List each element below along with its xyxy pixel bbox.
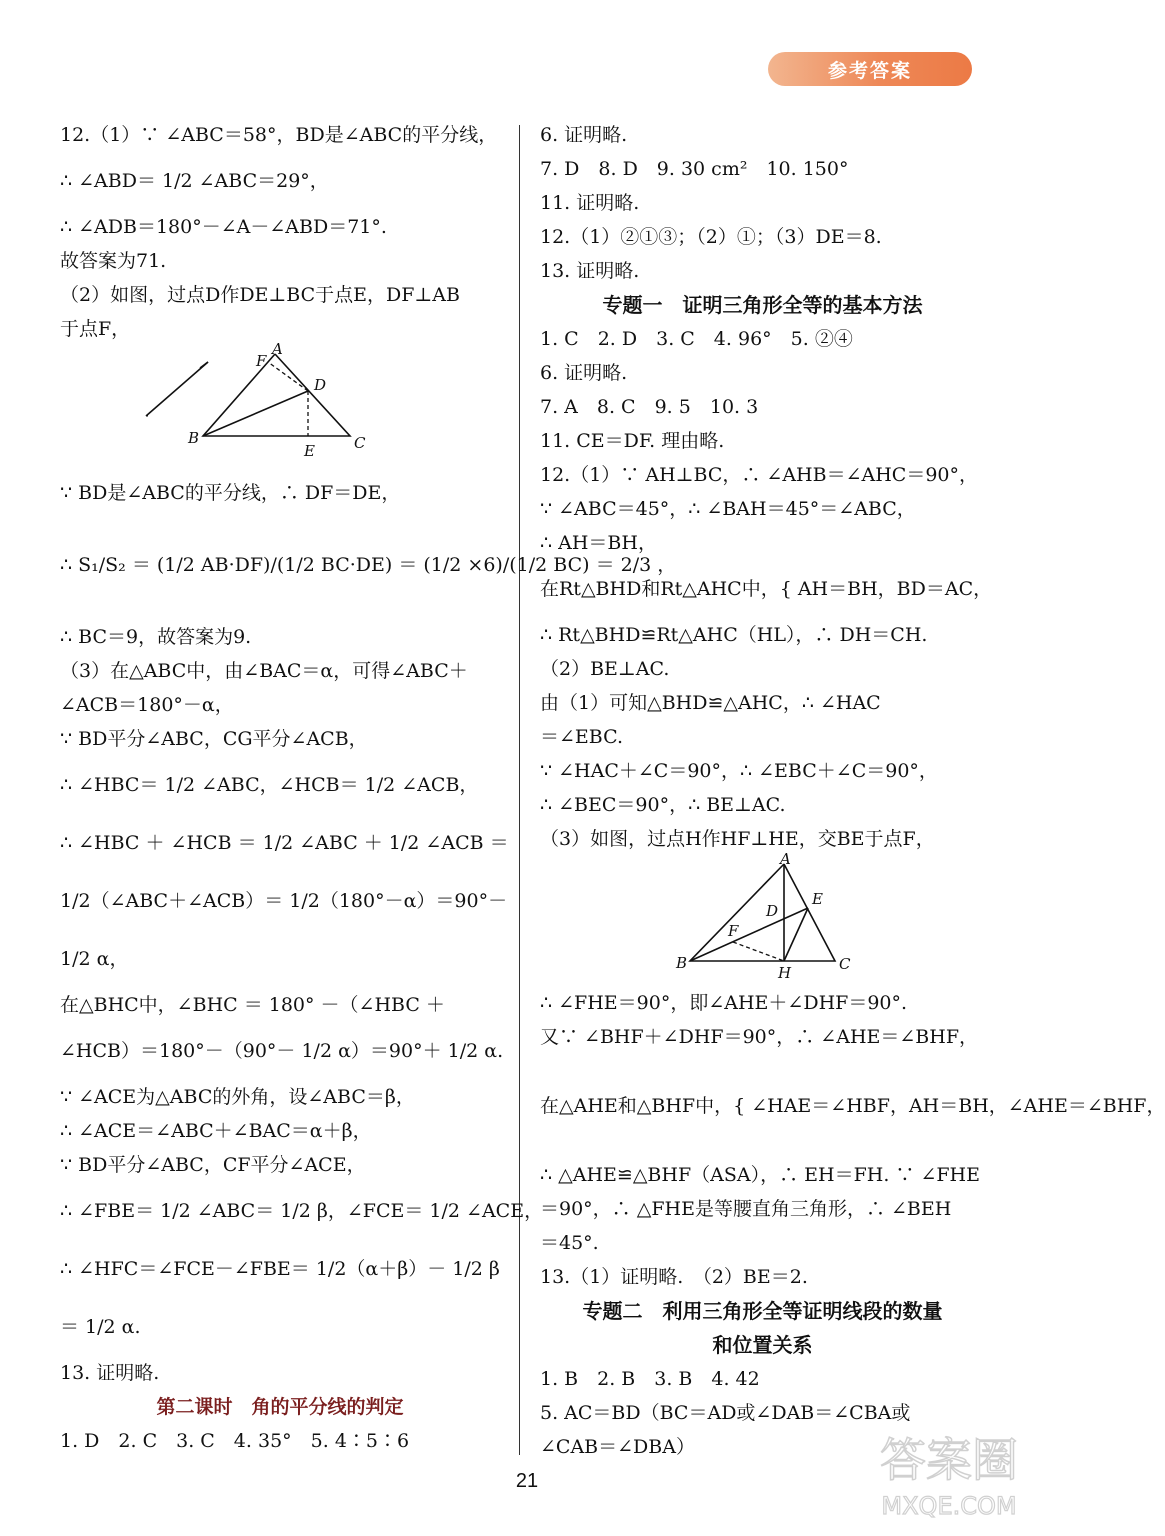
label-e: E bbox=[812, 890, 823, 908]
section-heading: 专题二 利用三角形全等证明线段的数量 bbox=[582, 1299, 943, 1323]
text-line: 11. CE＝DF. 理由略. bbox=[540, 430, 725, 452]
text-line: 1. D 2. C 3. C 4. 35° 5. 4∶5∶6 bbox=[60, 1430, 410, 1452]
label-a: A bbox=[780, 850, 791, 868]
text-line: ∴ ∠ACE＝∠ABC＋∠BAC＝α＋β， bbox=[60, 1120, 372, 1142]
text-line: 6. 证明略. bbox=[540, 124, 628, 146]
watermark-text: 答案圈 bbox=[880, 1433, 1018, 1487]
text-line: ＝90°，∴ △FHE是等腰直角三角形，∴ ∠BEH bbox=[540, 1198, 952, 1220]
figure-triangle-abc-2 bbox=[540, 850, 985, 986]
text-line: 故答案为71. bbox=[60, 250, 167, 272]
section-heading: 专题一 证明三角形全等的基本方法 bbox=[602, 293, 923, 317]
text-line: ∴ BC＝9，故答案为9. bbox=[60, 626, 252, 648]
text-line: ∵ ∠HAC＋∠C＝90°，∴ ∠EBC＋∠C＝90°， bbox=[540, 760, 938, 782]
text-line: 在△AHE和△BHF中，{ ∠HAE＝∠HBF，AH＝BH，∠AHE＝∠BHF， bbox=[540, 1095, 1165, 1117]
text-line: ∴ ∠BEC＝90°，∴ BE⊥AC. bbox=[540, 794, 786, 816]
triangle-abc-outline bbox=[203, 354, 350, 436]
segment-df bbox=[268, 362, 308, 391]
label-d: D bbox=[766, 902, 779, 920]
text-line: ∠CAB＝∠DBA） bbox=[540, 1436, 695, 1458]
text-line: ∴ S₁/S₂ ＝ (1/2 AB·DF)/(1/2 BC·DE) ＝ (1/2 ×6)/(1/2 BC) ＝ 2/3 ， bbox=[60, 554, 677, 576]
text-line: ∴ Rt△BHD≌Rt△AHC（HL），∴ DH＝CH. bbox=[540, 624, 928, 646]
text-line: 由（1）可知△BHD≌△AHC，∴ ∠HAC bbox=[540, 692, 881, 714]
text-line: ∵ BD平分∠ABC，CF平分∠ACE， bbox=[60, 1154, 366, 1176]
text-line: ＝45°. bbox=[540, 1232, 599, 1254]
text-line: 在△BHC中，∠BHC ＝ 180° －（∠HBC ＋ bbox=[60, 994, 445, 1016]
figure-triangle-abc-1 bbox=[60, 340, 500, 476]
segment-eh bbox=[784, 908, 808, 961]
label-h: H bbox=[778, 964, 792, 982]
text-line: ∵ ∠ABC＝45°，∴ ∠BAH＝45°＝∠ABC， bbox=[540, 498, 916, 520]
text-line: ∴ ∠ADB＝180°－∠A－∠ABD＝71°. bbox=[60, 216, 387, 238]
text-line: 1. C 2. D 3. C 4. 96° 5. ②④ bbox=[540, 328, 853, 350]
label-c: C bbox=[839, 955, 851, 973]
text-line: 1/2 α， bbox=[60, 948, 129, 970]
column-divider bbox=[519, 125, 520, 1455]
text-line: 11. 证明略. bbox=[540, 192, 640, 214]
text-line: 1/2（∠ABC＋∠ACB）＝ 1/2（180°－α）＝90°－ bbox=[60, 890, 508, 912]
text-line: 又∵ ∠BHF＋∠DHF＝90°，∴ ∠AHE＝∠BHF， bbox=[540, 1026, 979, 1048]
text-line: ∴ ∠HBC＝ 1/2 ∠ABC，∠HCB＝ 1/2 ∠ACB， bbox=[60, 774, 479, 796]
label-b: B bbox=[676, 954, 688, 972]
text-line: 1. B 2. B 3. B 4. 42 bbox=[540, 1368, 760, 1390]
segment-bd bbox=[203, 391, 308, 436]
text-line: （3）在△ABC中，由∠BAC＝α，可得∠ABC＋ bbox=[60, 660, 468, 682]
text-line: ∴ ∠FBE＝ 1/2 ∠ABC＝ 1/2 β，∠FCE＝ 1/2 ∠ACE， bbox=[60, 1200, 544, 1222]
text-line: ∴ ∠HFC＝∠FCE－∠FBE＝ 1/2（α＋β）－ 1/2 β bbox=[60, 1258, 500, 1280]
text-line: ∴ AH＝BH， bbox=[540, 532, 657, 554]
text-line: ＝ 1/2 α. bbox=[60, 1316, 141, 1338]
label-e: E bbox=[304, 442, 315, 460]
text-line: （2）如图，过点D作DE⊥BC于点E，DF⊥AB bbox=[60, 284, 460, 306]
text-line: 7. D 8. D 9. 30 cm² 10. 150° bbox=[540, 158, 849, 180]
section-badge: 参考答案 bbox=[768, 52, 972, 86]
label-f: F bbox=[728, 922, 739, 940]
text-line: 于点F， bbox=[60, 318, 131, 340]
text-line: ∵ ∠ACE为△ABC的外角，设∠ABC＝β， bbox=[60, 1086, 415, 1108]
page-number: 21 bbox=[515, 1470, 539, 1492]
text-line: 13. 证明略. bbox=[60, 1362, 160, 1384]
text-line: 7. A 8. C 9. 5 10. 3 bbox=[540, 396, 759, 418]
label-d: D bbox=[314, 376, 327, 394]
side-ab bbox=[146, 362, 208, 416]
text-line: ＝∠EBC. bbox=[540, 726, 624, 748]
text-line: 在Rt△BHD和Rt△AHC中，{ AH＝BH，BD＝AC， bbox=[540, 578, 993, 600]
section-heading: 和位置关系 bbox=[712, 1333, 813, 1357]
text-line: 12.（1）∵ ∠ABC＝58°，BD是∠ABC的平分线， bbox=[60, 124, 498, 146]
segment-be bbox=[690, 908, 808, 961]
label-f: F bbox=[256, 352, 267, 370]
triangle-figure-svg bbox=[540, 850, 985, 986]
text-line: ∴ ∠ABD＝ 1/2 ∠ABC＝29°， bbox=[60, 170, 329, 192]
text-line: ∴ ∠HBC ＋ ∠HCB ＝ 1/2 ∠ABC ＋ 1/2 ∠ACB ＝ bbox=[60, 832, 509, 854]
text-line: 13.（1）证明略. （2）BE＝2. bbox=[540, 1266, 808, 1288]
text-line: ∵ BD是∠ABC的平分线，∴ DF＝DE， bbox=[60, 482, 401, 504]
label-a: A bbox=[272, 340, 283, 358]
text-line: ∴ △AHE≌△BHF（ASA），∴ EH＝FH. ∵ ∠FHE bbox=[540, 1164, 980, 1186]
text-line: 12.（1）②①③；（2）①；（3）DE＝8. bbox=[540, 226, 882, 248]
text-line: 12.（1）∵ AH⊥BC，∴ ∠AHB＝∠AHC＝90°， bbox=[540, 464, 978, 486]
text-line: ∵ BD平分∠ABC，CG平分∠ACB， bbox=[60, 728, 368, 750]
text-line: 5. AC＝BD（BC＝AD或∠DAB＝∠CBA或 bbox=[540, 1402, 911, 1424]
text-line: 6. 证明略. bbox=[540, 362, 628, 384]
label-c: C bbox=[354, 434, 366, 452]
segment-fh bbox=[733, 942, 784, 961]
label-b: B bbox=[188, 429, 200, 447]
triangle-abc-outline bbox=[690, 864, 835, 961]
watermark-subtext: MXQE.COM bbox=[881, 1492, 1017, 1520]
text-line: ∠HCB）＝180°－（90°－ 1/2 α）＝90°＋ 1/2 α. bbox=[60, 1040, 504, 1062]
section-heading: 第二课时 角的平分线的判定 bbox=[156, 1396, 404, 1418]
text-line: ∴ ∠FHE＝90°，即∠AHE＋∠DHF＝90°. bbox=[540, 992, 908, 1014]
watermark-logo bbox=[864, 1406, 1034, 1526]
text-line: 13. 证明略. bbox=[540, 260, 640, 282]
text-line: ∠ACB＝180°－α， bbox=[60, 694, 234, 716]
triangle-figure-svg bbox=[60, 340, 500, 476]
text-line: （3）如图，过点H作HF⊥HE，交BE于点F， bbox=[540, 828, 935, 850]
text-line: （2）BE⊥AC. bbox=[540, 658, 670, 680]
